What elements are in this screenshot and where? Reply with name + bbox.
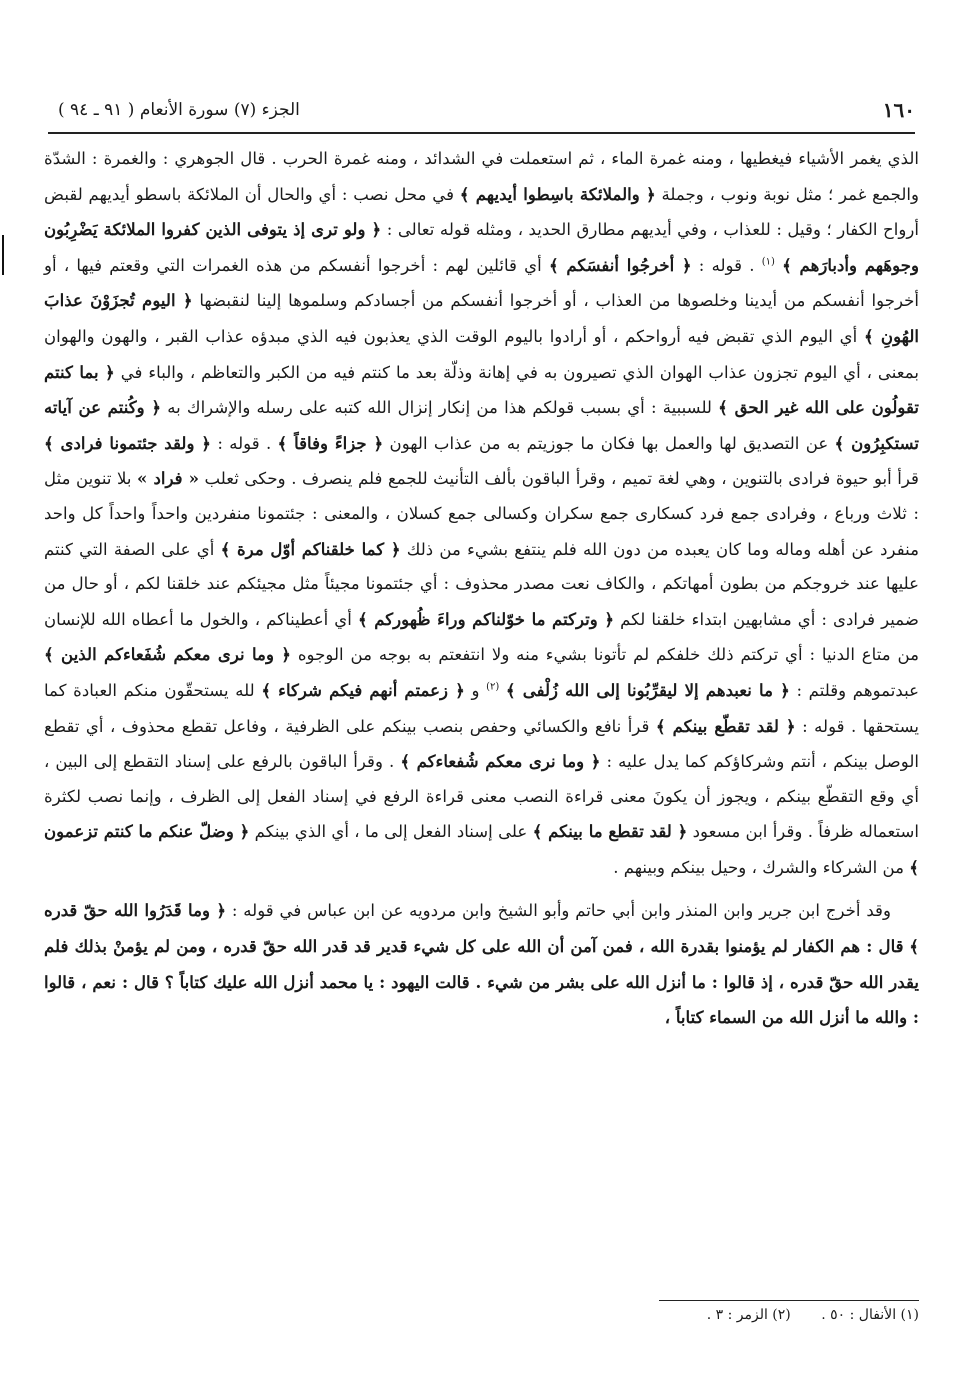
footnote-divider [659,1300,919,1301]
quran-quote: ﴿ ولو ترى إذ يتوفى الذين كفروا الملائكة يَضْرِبُون وجوهَهم وأدبارَهم ﴾ [44,219,920,275]
quran-quote: ﴿ وما نرى معكم شُفَعاءكم الذين ﴾ [44,644,292,665]
quran-quote: ﴿ لقد تقطّع بينكم ﴾ [655,715,796,736]
paragraph-commentary [44,142,919,885]
quoted-word: « فراد » [137,468,199,489]
quran-quote: ﴿ زعمتم أنهم فيكم شركاء ﴾ [261,679,465,700]
text-run: . قوله : [211,433,272,453]
quran-quote: ﴿ وما قَدَرُوا الله حقّ قدره ﴾ [44,900,919,957]
footnote-line [44,1307,919,1323]
text-run: من الشركاء والشرك ، وحيل بينكم وبينهم . [613,857,904,877]
quran-quote: ﴿ وتركتم ما خوّلناكم وراءَ ظُهوركم ﴾ [357,608,615,629]
quran-quote: ﴿ وضلّ عنكم ما كنتم تزعمون ﴾ [44,821,919,877]
page-body [44,142,919,1036]
running-title: الجزء (٧) سورة الأنعام ( ٩١ ـ ٩٤ ) [58,100,300,120]
quran-quote: ﴿ أخرجُوا أنفسَكم ﴾ [548,254,692,275]
footnote-item: (٢) الزمر : ٣ . [706,1307,791,1323]
text-run: قرأ نافع والكسائي وحفص بنصب بينكم على الظرفية ، وفاعل تقطع محذوف ، أي تقطع الوصل بينكم ، أنتم وشركاؤكم كما يدل عليه : [44,716,919,772]
quran-quote: ﴿ جزاءً وفاقاً ﴾ [277,432,384,453]
quran-quote: ﴿ اليوم تُجزَوْنَ عذابَ الهُونِ ﴾ [44,290,919,346]
quran-quote: ﴿ والملائكة باسِطوا أيديهم ﴾ [459,183,656,204]
text-run: . قوله : [691,255,755,275]
text-run: أي أعطيناكم ، والخول ما أعطاه الله للإنسان من متاع الدنيا : أي تركتم ذلك خلفكم لم تأتونا بشيء منه ولا انتفعتم به بوجه من الوجوه [44,609,919,665]
margin-mark [2,235,4,275]
text-run: في محل نصب : أي والحال أن الملائكة باسطو أيديهم لقبض أرواح الكفار ؛ وقيل : للعذاب ، وفي أيديهم مطارق الحديد ، ومثله قوله تعالى : [44,184,919,240]
text-run: لله يستحقّون منكم العبادة كما يستحقها . قوله : [44,680,919,736]
text-run: قرأ أبو حيوة فرادى بالتنوين ، وهي لغة تميم ، وقرأ الباقون بألف التأنيث للجمع فلم ينصرف . وحكى ثعلب [198,469,919,489]
page-header [48,96,915,134]
text-run: بلا تنوين مثل : ثلاث ورباع ، وفرادى جمع فرد كسكارى جمع سكران وكسالى جمع كسلان ، والمعنى : جئتمونا منفردين واحداً واحداً كل واحد منفرد عن أهله وماله وما كان يعبده من دون الله فلم ينتفع بشيء من ذلك [44,469,919,559]
quran-quote: ﴿ وما نرى معكم شُفعاءكم ﴾ [400,751,601,772]
quran-quote: ﴿ ولقد جئتمونا فرادى ﴾ [44,432,212,453]
text-run: أي قائلين لهم : أخرجوا أنفسكم من هذه الغمرات التي وقعتم فيها ، أو أخرجوا أنفسكم من أيدينا وخلصوها من العذاب ، أو أخرجوا أنفسكم من أجسادكم وسلموها إلينا لنقبضها [44,255,919,311]
text-run: وقد أخرج ابن جرير وابن المنذر وابن أبي حاتم وأبو الشيخ وابن مردويه عن ابن عباس في قوله : [226,901,891,921]
text-run: الذي يغمر الأشياء فيغطيها ، ومنه غمرة الماء ، ثم استعملت في الشدائد ، ومنه غمرة الحرب . قال الجوهري : والغمرة : الشدّة والجمع غمر ؛ مثل نوبة ونوب ، وجملة [44,149,919,204]
text-run: على إسناد الفعل إلى ما ، أي الذي بينكم [249,822,528,842]
footnote-ref: (١) [761,256,775,268]
paragraph-narrations [44,893,919,1035]
footnote-ref: (٢) [486,681,500,693]
page-number: ١٦٠ [882,98,915,122]
text-run: . وقرأ الباقون بالرفع على إسناد التقطع إلى البين ، أي وقع التقطّع بينكم ، ويجوز أن يكونَ معنى قراءة النصب معنى قراءة الرفع في إسناد الفعل إلى الظرف ، وإنما نصب لكثرة استعماله ظرفاً . وقرأ ابن مسعود [44,752,920,842]
footnotes [44,1300,919,1323]
text-run: عن التصديق لها والعمل بها فكان ما جوزيتم به من عذاب الهون [383,433,829,453]
text-run: عبدتموهم وقلتم : [789,680,919,700]
quran-quote: ﴿ وكُنتم عن آياته تستكبِرُون ﴾ [44,397,920,453]
quran-quote: ﴿ كما خلقناكم أوّل مرة ﴾ [220,538,401,559]
quran-quote: ﴿ لقد تقطع ما بينكم ﴾ [532,821,688,842]
narration-text: قال : هم الكفار لم يؤمنوا بقدرة الله ، فمن آمن أن الله على كل شيء قدير قد قدر الله حقّ قدره ، ومن لم يؤمنْ بذلك فلم يقدر الله حقّ قدره ، إذ قالوا : ما أنزل الله على بشر من شيء . قالت اليهود : يا محمد أنزل الله عليك كتاباً ؟ قال : نعم ، قالوا : والله ما أنزل الله من السماء كتاباً ، [44,936,919,1028]
quran-quote: ﴿ بما كنتم تقولُون على الله غير الحق ﴾ [44,361,919,418]
text-run: أي على الصفة التي كنتم عليها عند خروجكم من بطون أمهاتكم ، والكاف نعت مصدر محذوف : أي جئتمونا مجيئاً مثل مجيئكم عند خلقنا لكم ، أو حال من ضمير فرادى : أي مشابهين ابتداء خلقنا لكم [44,539,919,629]
quran-quote: ﴿ ما نعبدهم إلا ليقرِّبُونا إلى الله زُلْفى ﴾ [505,679,790,700]
text-run: للسببية : أي بسبب قولكم هذا من إنكار إنزال الله كتبه على رسله والإشراك به [161,398,712,418]
text-run: و [464,680,480,700]
text-run: أي اليوم الذي تقبض فيه أرواحكم ، أو أرادوا باليوم الوقت الذي يعذبون فيه الذي مبدؤه عذاب القبر ، والهون والهوان بمعنى ، أي اليوم تجزون عذاب الهوان الذي تصيرون به في إهانة وذلّة بعد ما كنتم فيه من الكبر والتعاظم ، والباء في [44,326,919,382]
footnote-item: (١) الأنفال : ٥٠ . [821,1307,919,1323]
